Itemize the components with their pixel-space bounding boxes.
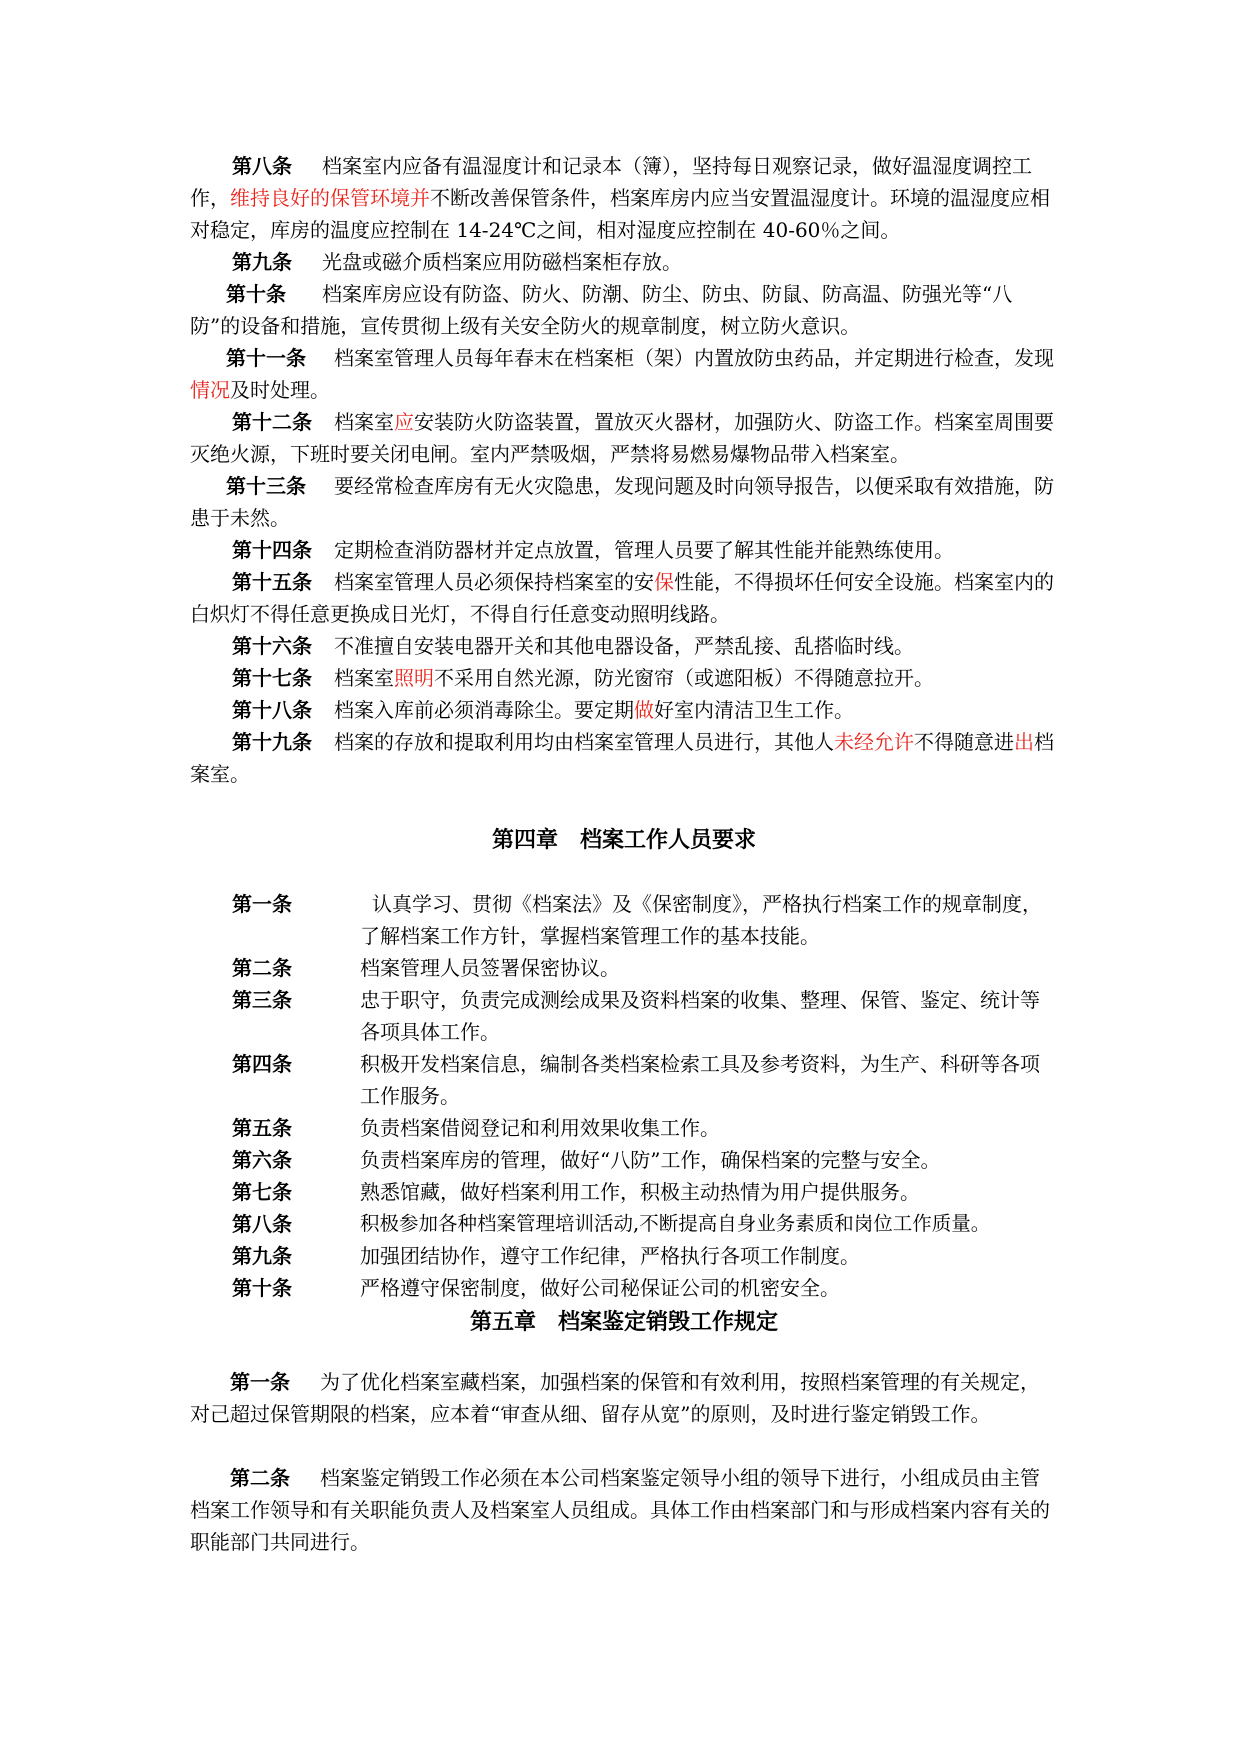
article-text: 档案入库前必须消毒除尘。要定期 xyxy=(334,698,634,722)
chapter4-article-4 xyxy=(190,1048,1058,1112)
article-text: 档案鉴定销毁工作必须在本公司档案鉴定领导小组的领导下进行，小组成员由主管档案工作领导和有关职能负责人及档案室人员组成。具体工作由档案部门和与形成档案内容有关的职能部门共同进行。 xyxy=(190,1466,1050,1554)
article-label: 第四条 xyxy=(232,1052,292,1076)
article-text: 为了优化档案室藏档案，加强档案的保管和有效利用，按照档案管理的有关规定，对己超过保管期限的档案，应本着“审查从细、留存从宽”的原则，及时进行鉴定销毁工作。 xyxy=(190,1370,1040,1426)
article-label: 第七条 xyxy=(232,1180,292,1204)
article-14 xyxy=(190,534,1058,566)
article-text: 光盘或磁介质档案应用防磁档案柜存放。 xyxy=(322,250,682,274)
chapter4-article-9 xyxy=(190,1240,1058,1272)
article-label: 第十九条 xyxy=(232,730,312,754)
highlighted-text: 维持良好的保管环境并 xyxy=(230,186,430,210)
article-11 xyxy=(190,342,1058,406)
article-text: 积极开发档案信息，编制各类档案检索工具及参考资料，为生产、科研等各项工作服务。 xyxy=(360,1052,1040,1108)
article-label: 第二条 xyxy=(232,956,292,980)
article-text: 档案室内应备有温湿度计和记录本（簿），坚持每日观察记录，做好温湿度调控工作， xyxy=(190,154,1032,210)
article-18 xyxy=(190,694,1058,726)
article-text: 要经常检查库房有无火灾隐患，发现问题及时向领导报告，以便采取有效措施，防患于未然。 xyxy=(190,474,1054,530)
article-text: 严格遵守保密制度，做好公司秘保证公司的机密安全。 xyxy=(360,1276,840,1300)
article-label: 第十条 xyxy=(232,1276,292,1300)
article-label: 第一条 xyxy=(232,892,292,916)
chapter-5-title: 第五章 档案鉴定销毁工作规定 xyxy=(469,1309,778,1335)
article-text: 安装防火防盗装置，置放灭火器材，加强防火、防盗工作。档案室周围要灭绝火源，下班时要关闭电闸。室内严禁吸烟，严禁将易燃易爆物品带入档案室。 xyxy=(190,410,1054,466)
article-label: 第十二条 xyxy=(232,410,312,434)
article-13 xyxy=(190,470,1058,534)
article-label: 第八条 xyxy=(232,154,292,178)
article-text: 不断改善保管条件，档案库房内应当安置温湿度计。环境的温湿度应相对稳定，库房的温度应控制在 14-24℃之间，相对湿度应控制在 40-60％之间。 xyxy=(190,186,1050,242)
article-text: 档案室 xyxy=(334,410,394,434)
chapter4-article-6 xyxy=(190,1144,1058,1176)
article-text: 档案室 xyxy=(334,666,394,690)
article-19 xyxy=(190,726,1058,790)
chapter4-article-7 xyxy=(190,1176,1058,1208)
article-label: 第十六条 xyxy=(232,634,312,658)
article-label: 第九条 xyxy=(232,1244,292,1268)
article-label: 第九条 xyxy=(232,250,292,274)
article-text: 档案室。 xyxy=(190,730,1054,786)
article-label: 第六条 xyxy=(232,1148,292,1172)
highlighted-text: 未经允许 xyxy=(834,730,914,754)
article-label: 第十四条 xyxy=(232,538,312,562)
article-label: 第十五条 xyxy=(232,570,312,594)
article-text: 不得随意进 xyxy=(914,730,1014,754)
article-8 xyxy=(190,150,1058,246)
article-text: 熟悉馆藏，做好档案利用工作，积极主动热情为用户提供服务。 xyxy=(360,1180,920,1204)
article-15 xyxy=(190,566,1058,630)
article-text: 好室内清洁卫生工作。 xyxy=(654,698,854,722)
article-text: 加强团结协作，遵守工作纪律，严格执行各项工作制度。 xyxy=(360,1244,860,1268)
article-text: 档案库房应设有防盗、防火、防潮、防尘、防虫、防鼠、防高温、防强光等“八防”的设备和措施，宣传贯彻上级有关安全防火的规章制度，树立防火意识。 xyxy=(190,282,1013,338)
article-17 xyxy=(190,662,1058,694)
article-text: 档案管理人员签署保密协议。 xyxy=(360,956,620,980)
article-text: 不采用自然光源，防光窗帘（或遮阳板）不得随意拉开。 xyxy=(434,666,934,690)
article-text: 认真学习、贯彻《档案法》及《保密制度》，严格执行档案工作的规章制度，了解档案工作方针，掌握档案管理工作的基本技能。 xyxy=(360,892,1042,948)
chapter4-article-8 xyxy=(190,1208,1058,1240)
highlighted-text: 应 xyxy=(394,410,414,434)
highlighted-text: 出 xyxy=(1014,730,1034,754)
article-text: 档案的存放和提取利用均由档案室管理人员进行，其他人 xyxy=(334,730,834,754)
chapter5-article-1 xyxy=(190,1366,1058,1430)
article-text: 忠于职守，负责完成测绘成果及资料档案的收集、整理、保管、鉴定、统计等各项具体工作。 xyxy=(360,988,1040,1044)
article-label: 第一条 xyxy=(230,1370,290,1394)
article-text: 负责档案借阅登记和利用效果收集工作。 xyxy=(360,1116,720,1140)
article-10 xyxy=(190,278,1058,342)
article-label: 第十条 xyxy=(226,282,286,306)
article-text: 性能，不得损坏任何安全设施。档案室内的白炽灯不得任意更换成日光灯，不得自行任意变动照明线路。 xyxy=(190,570,1054,626)
article-label: 第十一条 xyxy=(226,346,306,370)
highlighted-text: 做 xyxy=(634,698,654,722)
highlighted-text: 保 xyxy=(654,570,674,594)
chapter4-article-2 xyxy=(190,952,1058,984)
article-label: 第十七条 xyxy=(232,666,312,690)
article-text: 档案室管理人员必须保持档案室的安 xyxy=(334,570,654,594)
chapter4-article-5 xyxy=(190,1112,1058,1144)
article-label: 第十三条 xyxy=(226,474,306,498)
article-label: 第五条 xyxy=(232,1116,292,1140)
chapter4-article-3 xyxy=(190,984,1058,1048)
chapter-4-title: 第四章 档案工作人员要求 xyxy=(491,827,756,853)
highlighted-text: 照明 xyxy=(394,666,434,690)
article-text: 负责档案库房的管理，做好“八防”工作，确保档案的完整与安全。 xyxy=(360,1148,941,1172)
article-text: 及时处理。 xyxy=(230,378,330,402)
article-label: 第二条 xyxy=(230,1466,290,1490)
highlighted-text: 情况 xyxy=(190,378,230,402)
article-label: 第三条 xyxy=(232,988,292,1012)
article-text: 积极参加各种档案管理培训活动,不断提高自身业务素质和岗位工作质量。 xyxy=(360,1212,991,1235)
article-12 xyxy=(190,406,1058,470)
article-label: 第十八条 xyxy=(232,698,312,722)
article-text: 不准擅自安装电器开关和其他电器设备，严禁乱接、乱搭临时线。 xyxy=(334,634,914,658)
article-9 xyxy=(190,246,1058,278)
chapter5-article-2 xyxy=(190,1462,1058,1558)
article-16 xyxy=(190,630,1058,662)
article-label: 第八条 xyxy=(232,1212,292,1236)
article-text: 档案室管理人员每年春末在档案柜（架）内置放防虫药品，并定期进行检查，发现 xyxy=(334,346,1054,370)
chapter4-article-1 xyxy=(190,888,1058,952)
chapter4-article-10 xyxy=(190,1272,1058,1304)
article-text: 定期检查消防器材并定点放置，管理人员要了解其性能并能熟练使用。 xyxy=(334,538,954,562)
